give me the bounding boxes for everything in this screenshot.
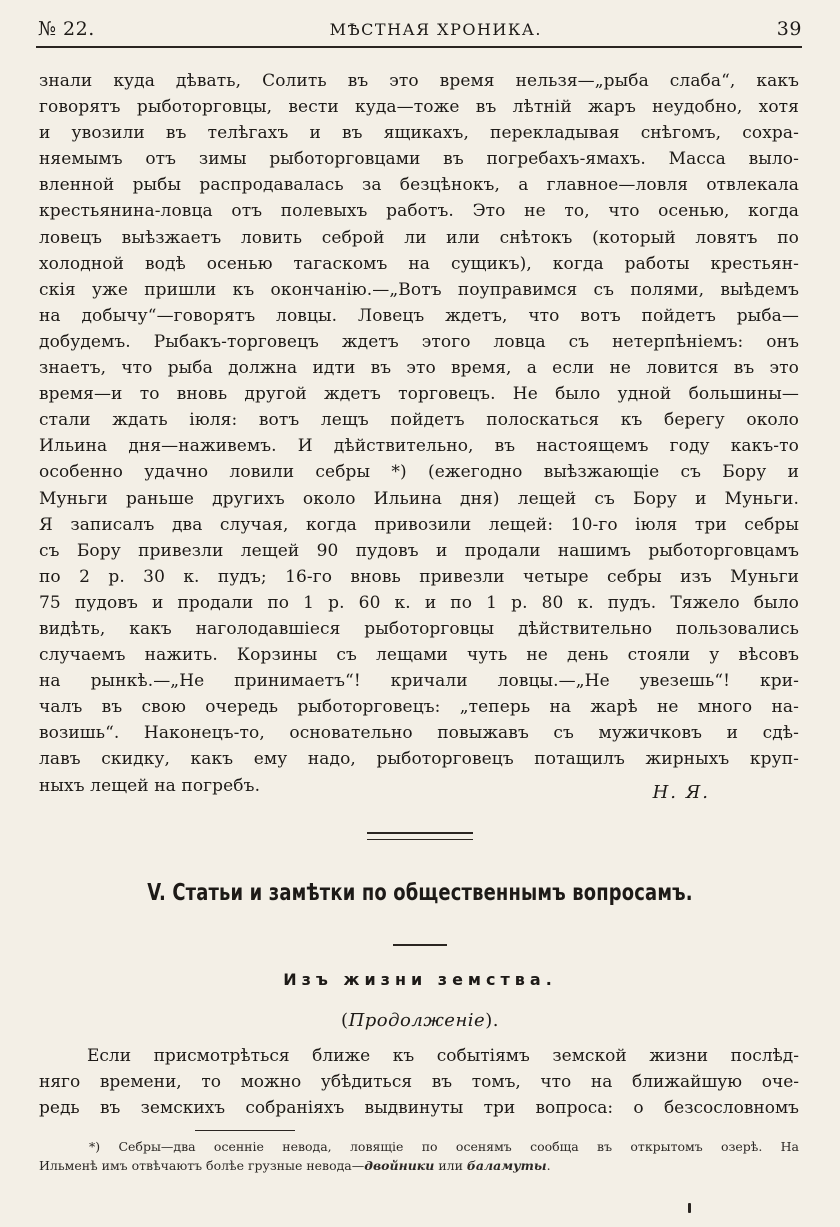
- article-line: лавъ скидку, какъ ему надо, рыботорговецъ потащилъ жирныхъ круп-: [39, 749, 799, 770]
- article-line: холодной водѣ осенью тагаскомъ на сущикъ), когда работы крестьян-: [39, 253, 799, 274]
- article-line: случаемъ нажить. Корзины съ лещами чуть не день стояли у вѣсовъ: [39, 645, 799, 666]
- article-line: съ Бору привезли лещей 90 пудовъ и продали нашимъ рыботорговцамъ: [39, 540, 799, 561]
- article-line: 75 пудовъ и продали по 1 р. 60 к. и по 1 р. 80 к. пудъ. Тяжело было: [39, 592, 799, 613]
- article-line: стали ждать іюля: вотъ лещъ пойдетъ полоскаться къ берегу около: [39, 410, 799, 431]
- article-line: знаетъ, что рыба должна идти въ это время, а если не ловится въ это: [39, 358, 799, 379]
- article-line: ловецъ выѣзжаетъ ловить себрой ли или снѣтокъ (который ловятъ по: [39, 227, 799, 248]
- author-signature: Н. Я.: [652, 782, 710, 803]
- footnote-text: или: [434, 1158, 467, 1173]
- continued-word: Продолженіе: [348, 1010, 486, 1031]
- continued-close: ).: [485, 1010, 499, 1031]
- article-line: возишь“. Наконецъ-то, основательно повыжавъ съ мужичковъ и сдѣ-: [39, 723, 799, 744]
- section-heading: V. Статьи и замѣтки по общественнымъ вопросамъ.: [147, 880, 693, 906]
- footnote-line: *) Себры—два осенніе невода, ловящіе по осенямъ сообща въ открытомъ озерѣ. На: [89, 1139, 799, 1154]
- page-number: 39: [776, 18, 802, 40]
- article-line: и увозили въ телѣгахъ и въ ящикахъ, перекладывая снѣгомъ, сохра-: [39, 123, 799, 144]
- article-line: няемымъ отъ зимы рыботорговцами въ погребахъ-ямахъ. Масса выло-: [39, 149, 799, 170]
- header-rule: [36, 46, 802, 48]
- continued-note: [0, 1010, 840, 1031]
- article-line: вленной рыбы распродавалась за безцѣнокъ, а главное—ловля отвлекала: [39, 175, 799, 196]
- article-line: знали куда дѣвать, Солить въ это время нельзя—„рыба слаба“, какъ: [39, 71, 799, 91]
- article-line: Муньги раньше другихъ около Ильина дня) лещей съ Бору и Муньги.: [39, 488, 799, 509]
- article-line: Я записалъ два случая, когда привозили лещей: 10-го іюля три себры: [39, 514, 799, 535]
- second-article-body: [39, 1043, 799, 1121]
- article-line: няго времени, то можно убѣдиться въ томъ, что на ближайшую оче-: [39, 1072, 799, 1093]
- article-line: скія уже пришли къ окончанію.—„Вотъ поуправимся съ полями, выѣдемъ: [39, 279, 799, 300]
- footnote-text: .: [546, 1158, 551, 1173]
- footnote-term: двойники: [364, 1158, 435, 1173]
- continued-open: (: [341, 1010, 349, 1031]
- footnote-term: баламуты: [466, 1158, 547, 1173]
- article-line: Если присмотрѣться ближе къ событіямъ земской жизни послѣд-: [87, 1046, 799, 1066]
- article-line: по 2 р. 30 к. пудъ; 16-го вновь привезли четыре себры изъ Муньги: [39, 566, 799, 587]
- heading-divider: [393, 944, 447, 946]
- footnote: [39, 1137, 799, 1175]
- article-line: добудемъ. Рыбакъ-торговецъ ждетъ этого ловца съ нетерпѣніемъ: онъ: [39, 331, 799, 352]
- article-line: Ильина дня—наживемъ. И дѣйствительно, въ настоящемъ году какъ-то: [39, 436, 799, 457]
- issue-number: № 22.: [38, 18, 95, 40]
- article-line: редь въ земскихъ собраніяхъ выдвинуты три вопроса: о безсословномъ: [39, 1098, 799, 1119]
- footnote-rule: [195, 1130, 295, 1131]
- article-line: на рынкѣ.—„Не принимаетъ“! кричали ловцы.—„Не увезешь“! кри-: [39, 671, 799, 692]
- article-line: видѣть, какъ наголодавшіеся рыботорговцы дѣйствительно пользовались: [39, 618, 799, 639]
- footnote-text: Ильменѣ имъ отвѣчаютъ болѣе грузные невода—: [39, 1158, 365, 1173]
- article-line: ныхъ лещей на погребъ.: [39, 775, 261, 796]
- page-header: [38, 18, 802, 40]
- article-body: [39, 68, 799, 799]
- article-subheading: Изъ жизни земства.: [283, 970, 557, 989]
- print-mark: [688, 1203, 691, 1213]
- article-line: говорятъ рыботорговцы, вести куда—тоже въ лѣтній жаръ неудобно, хотя: [39, 97, 799, 118]
- section-divider: [367, 832, 473, 840]
- running-title: МѢСТНАЯ ХРОНИКА.: [329, 20, 542, 39]
- footnote-line: [39, 1156, 799, 1175]
- article-line: чалъ въ свою очередь рыботорговецъ: „теперь на жарѣ не много на-: [39, 697, 799, 718]
- article-line: на добычу“—говорятъ ловцы. Ловецъ ждетъ, что вотъ пойдетъ рыба—: [39, 305, 799, 326]
- article-line: особенно удачно ловили себры *) (ежегодно выѣзжающіе съ Бору и: [39, 462, 799, 483]
- article-line: крестьянина-ловца отъ полевыхъ работъ. Это не то, что осенью, когда: [39, 201, 799, 222]
- article-line: время—и то вновь другой ждетъ торговецъ. Не было удной большины—: [39, 384, 799, 405]
